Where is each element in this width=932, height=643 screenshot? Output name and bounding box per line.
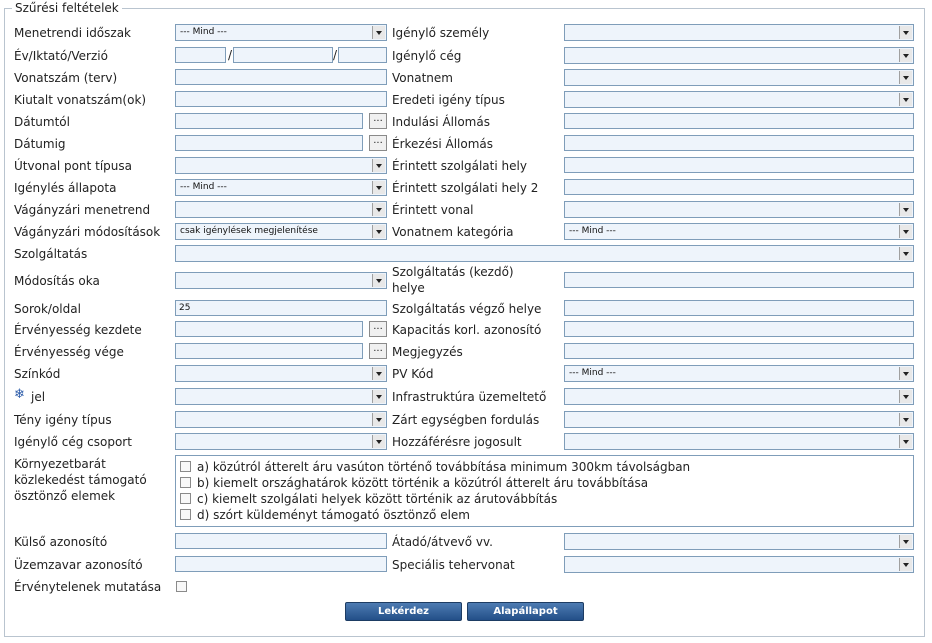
ev-iktato-verzio-label: Év/Iktató/Verzió bbox=[14, 49, 108, 63]
szolgaltatas-kezdo-label-1: Szolgáltatás (kezdő) bbox=[392, 265, 514, 279]
ervenyesseg-kezdete-input[interactable] bbox=[175, 321, 363, 337]
chevron-down-icon bbox=[372, 435, 385, 448]
chevron-down-icon bbox=[372, 390, 385, 403]
igenyles-allapota-label: Igénylés állapota bbox=[14, 181, 117, 195]
utvonal-pont-tipusa-select[interactable] bbox=[175, 157, 387, 174]
vaganyzari-modositasok-select[interactable] bbox=[175, 223, 387, 240]
chevron-down-icon bbox=[372, 413, 385, 426]
chevron-down-icon bbox=[899, 435, 912, 448]
megjegyzes-input[interactable] bbox=[564, 343, 914, 359]
env-option-c-checkbox[interactable] bbox=[180, 493, 191, 504]
utvonal-pont-tipusa-label: Útvonal pont típusa bbox=[14, 159, 132, 173]
datumig-input[interactable] bbox=[175, 135, 363, 151]
indulasi-allomas-input[interactable] bbox=[564, 113, 914, 129]
kornyezetbarat-label-1: Környezetbarát bbox=[14, 457, 106, 471]
szolgaltatas-kezdo-helye-input[interactable] bbox=[564, 272, 914, 288]
szinkod-select[interactable] bbox=[175, 365, 387, 382]
separator: / bbox=[228, 48, 233, 62]
igenylo-ceg-csoport-label: Igénylő cég csoport bbox=[14, 435, 132, 449]
erkezesi-allomas-label: Érkezési Állomás bbox=[392, 137, 494, 151]
erintett-vonal-label: Érintett vonal bbox=[392, 203, 474, 217]
menetrendi-idoszak-label: Menetrendi időszak bbox=[14, 26, 131, 40]
chevron-down-icon bbox=[899, 247, 912, 260]
env-option-c-label: c) kiemelt szolgálati helyek között történik az árutovábbítás bbox=[197, 492, 558, 506]
ervenyesseg-vege-picker-button[interactable]: ... bbox=[369, 343, 387, 359]
datumtol-picker-button[interactable]: ... bbox=[369, 113, 387, 129]
infrastruktura-uzemelteto-select[interactable] bbox=[564, 388, 914, 405]
chevron-down-icon bbox=[899, 93, 912, 106]
vonatnem-kategoria-value: --- Mind --- bbox=[569, 226, 616, 236]
infrastruktura-uzemelteto-label: Infrastruktúra üzemeltető bbox=[392, 390, 547, 404]
vaganyzari-menetrend-select[interactable] bbox=[175, 201, 387, 218]
chevron-down-icon bbox=[899, 367, 912, 380]
erkezesi-allomas-input[interactable] bbox=[564, 135, 914, 151]
menetrendi-idoszak-value: --- Mind --- bbox=[180, 27, 227, 37]
filter-legend: Szűrési feltételek bbox=[12, 1, 122, 15]
vaganyzari-modositasok-value: csak igénylések megjelenítése bbox=[180, 226, 318, 236]
kornyezetbarat-label-3: ösztönző elemek bbox=[14, 489, 116, 503]
uzemzavar-azonosito-input[interactable] bbox=[175, 556, 387, 572]
atado-atvevo-vv-label: Átadó/átvevő vv. bbox=[392, 535, 493, 549]
chevron-down-icon bbox=[372, 159, 385, 172]
snowflake-icon: ❄ bbox=[14, 387, 25, 402]
szolgaltatas-select[interactable] bbox=[175, 245, 914, 262]
eredeti-igeny-tipus-label: Eredeti igény típus bbox=[392, 93, 505, 107]
env-option-b-label: b) kiemelt országhatárok között történik a közútról átterelt áru továbbítása bbox=[197, 476, 649, 490]
iktato-input[interactable] bbox=[233, 47, 333, 63]
separator: / bbox=[333, 48, 338, 62]
env-option-a-checkbox[interactable] bbox=[180, 461, 191, 472]
pv-kod-value: --- Mind --- bbox=[569, 368, 616, 378]
kornyezetbarat-label-2: közlekedést támogató bbox=[14, 473, 147, 487]
igenylo-szemely-label: Igénylő személy bbox=[392, 26, 490, 40]
hozzaferesre-jogosult-label: Hozzáférésre jogosult bbox=[392, 435, 522, 449]
chevron-down-icon bbox=[899, 225, 912, 238]
atado-atvevo-vv-select[interactable] bbox=[564, 533, 914, 550]
datumig-label: Dátumig bbox=[14, 137, 66, 151]
vaganyzari-menetrend-label: Vágányzári menetrend bbox=[14, 203, 151, 217]
query-button[interactable]: Lekérdez bbox=[345, 602, 462, 621]
env-option-d-label: d) szórt küldeményt támogató ösztönző elem bbox=[197, 508, 470, 522]
vonatnem-kategoria-select[interactable] bbox=[564, 223, 914, 240]
pv-kod-select[interactable] bbox=[564, 365, 914, 382]
specialis-tehervonat-select[interactable] bbox=[564, 556, 914, 573]
ervenyesseg-kezdete-picker-button[interactable]: ... bbox=[369, 321, 387, 337]
szolgaltatas-label: Szolgáltatás bbox=[14, 247, 88, 261]
szolgaltatas-vegzo-helye-input[interactable] bbox=[564, 300, 914, 316]
hozzaferesre-jogosult-select[interactable] bbox=[564, 433, 914, 450]
erintett-szolgalati-hely-2-label: Érintett szolgálati hely 2 bbox=[392, 181, 539, 195]
erintett-szolgalati-hely-2-input[interactable] bbox=[564, 179, 914, 195]
igenyles-allapota-select[interactable] bbox=[175, 179, 387, 196]
kulso-azonosito-label: Külső azonosító bbox=[14, 535, 108, 549]
megjegyzes-label: Megjegyzés bbox=[392, 345, 463, 359]
env-option-d-checkbox[interactable] bbox=[180, 509, 191, 520]
uzemzavar-azonosito-label: Üzemzavar azonosító bbox=[14, 558, 143, 572]
zart-egysegben-fordulas-select[interactable] bbox=[564, 411, 914, 428]
igenylo-ceg-select[interactable] bbox=[564, 47, 914, 64]
menetrendi-idoszak-select[interactable] bbox=[175, 24, 387, 41]
ervenyesseg-vege-input[interactable] bbox=[175, 343, 363, 359]
indulasi-allomas-label: Indulási Állomás bbox=[392, 115, 490, 129]
chevron-down-icon bbox=[899, 71, 912, 84]
vonatszam-terv-input[interactable] bbox=[175, 69, 387, 85]
erintett-szolgalati-hely-label: Érintett szolgálati hely bbox=[392, 159, 527, 173]
erintett-vonal-select[interactable] bbox=[564, 201, 914, 218]
kulso-azonosito-input[interactable] bbox=[175, 533, 387, 549]
ervenytelenek-mutatasa-checkbox[interactable] bbox=[176, 581, 187, 592]
datumtol-input[interactable] bbox=[175, 113, 363, 129]
chevron-down-icon bbox=[372, 367, 385, 380]
ervenytelenek-mutatasa-label: Érvénytelenek mutatása bbox=[14, 580, 162, 594]
kiutalt-vonatszam-input[interactable] bbox=[175, 91, 387, 107]
vonatnem-kategoria-label: Vonatnem kategória bbox=[392, 225, 514, 239]
verzio-input[interactable] bbox=[338, 47, 387, 63]
chevron-down-icon bbox=[899, 203, 912, 216]
szinkod-label: Színkód bbox=[14, 367, 61, 381]
teny-igeny-tipus-label: Tény igény típus bbox=[14, 413, 112, 427]
pv-kod-label: PV Kód bbox=[392, 367, 434, 381]
modositas-oka-select[interactable] bbox=[175, 272, 387, 289]
chevron-down-icon bbox=[899, 413, 912, 426]
eredeti-igeny-tipus-select[interactable] bbox=[564, 91, 914, 108]
modositas-oka-label: Módosítás oka bbox=[14, 274, 100, 288]
igenyles-allapota-value: --- Mind --- bbox=[180, 182, 227, 192]
igenylo-szemely-select[interactable] bbox=[564, 24, 914, 41]
datumig-picker-button[interactable]: ... bbox=[369, 135, 387, 151]
chevron-down-icon bbox=[899, 535, 912, 548]
jel-select[interactable] bbox=[175, 388, 387, 405]
chevron-down-icon bbox=[372, 181, 385, 194]
kapacitas-korl-azonosito-input[interactable] bbox=[564, 321, 914, 337]
erintett-szolgalati-hely-input[interactable] bbox=[564, 157, 914, 173]
teny-igeny-tipus-select[interactable] bbox=[175, 411, 387, 428]
ervenyesseg-vege-label: Érvényesség vége bbox=[14, 345, 124, 359]
ev-input[interactable] bbox=[175, 47, 226, 63]
kapacitas-korl-azonosito-label: Kapacitás korl. azonosító bbox=[392, 323, 542, 337]
chevron-down-icon bbox=[372, 203, 385, 216]
szolgaltatas-kezdo-label-2: helye bbox=[392, 281, 425, 295]
sorok-oldal-label: Sorok/oldal bbox=[14, 302, 81, 316]
szolgaltatas-vegzo-helye-label: Szolgáltatás végző helye bbox=[392, 302, 542, 316]
env-option-a-label: a) közútról átterelt áru vasúton történő továbbítása minimum 300km távolságban bbox=[197, 460, 691, 474]
chevron-down-icon bbox=[899, 49, 912, 62]
env-option-b-checkbox[interactable] bbox=[180, 477, 191, 488]
specialis-tehervonat-label: Speciális tehervonat bbox=[392, 558, 515, 572]
kiutalt-vonatszam-label: Kiutalt vonatszám(ok) bbox=[14, 93, 147, 107]
reset-button[interactable]: Alapállapot bbox=[467, 602, 584, 621]
chevron-down-icon bbox=[899, 26, 912, 39]
ervenyesseg-kezdete-label: Érvényesség kezdete bbox=[14, 323, 142, 337]
chevron-down-icon bbox=[899, 558, 912, 571]
chevron-down-icon bbox=[372, 225, 385, 238]
chevron-down-icon bbox=[372, 26, 385, 39]
chevron-down-icon bbox=[899, 390, 912, 403]
sorok-oldal-input[interactable]: 25 bbox=[175, 300, 387, 316]
zart-egysegben-fordulas-label: Zárt egységben fordulás bbox=[392, 413, 540, 427]
igenylo-ceg-csoport-select[interactable] bbox=[175, 433, 387, 450]
vonatnem-select[interactable] bbox=[564, 69, 914, 86]
vaganyzari-modositasok-label: Vágányzári módosítások bbox=[14, 225, 161, 239]
vonatnem-label: Vonatnem bbox=[392, 71, 453, 85]
datumtol-label: Dátumtól bbox=[14, 115, 70, 129]
igenylo-ceg-label: Igénylő cég bbox=[392, 49, 462, 63]
chevron-down-icon bbox=[372, 274, 385, 287]
jel-label: jel bbox=[31, 390, 46, 404]
vonatszam-terv-label: Vonatszám (terv) bbox=[14, 71, 118, 85]
